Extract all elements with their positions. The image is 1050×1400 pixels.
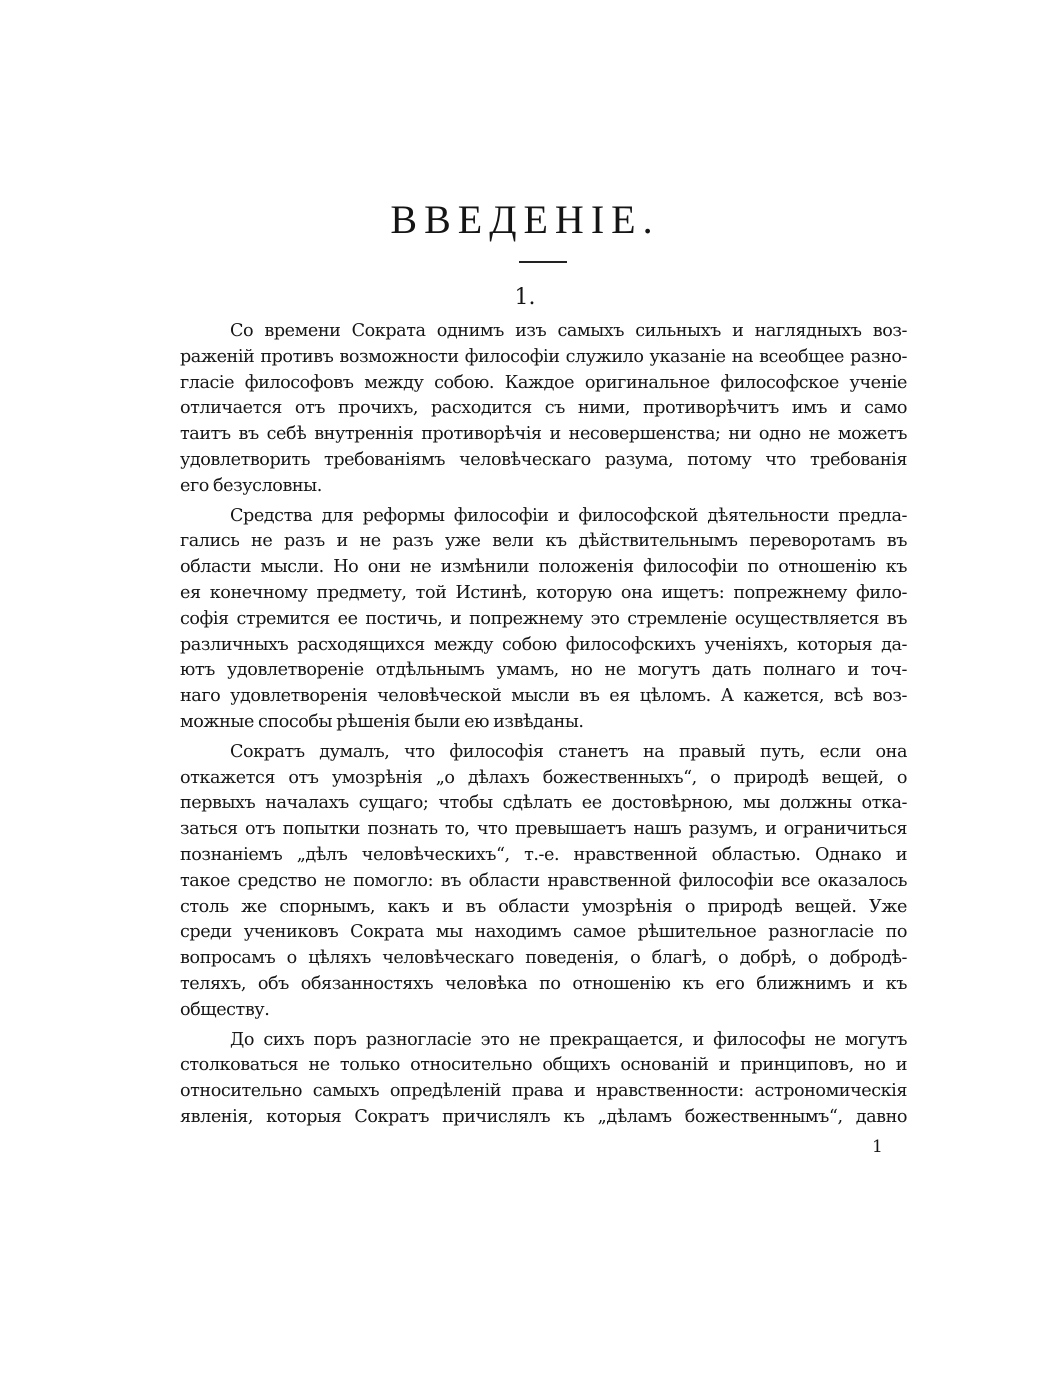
text-line: отличается отъ прочихъ, расходится съ ними, противорѣчитъ имъ и само: [180, 398, 907, 419]
text-line: гались не разъ и не разъ уже вели къ дѣйствительнымъ переворотамъ въ: [180, 531, 907, 552]
title-rule: [519, 261, 567, 263]
text-line: различныхъ расходящихся между собою философскихъ ученіяхъ, которыя да-: [180, 634, 907, 655]
text-line: столь же спорнымъ, какъ и въ области умозрѣнія о природѣ вещей. Уже: [180, 896, 907, 917]
text-line: первыхъ началахъ сущаго; чтобы сдѣлать ее достовѣрною, мы должны отка-: [180, 793, 907, 814]
text-line: вопросамъ о цѣляхъ человѣческаго поведенія, о благѣ, о добрѣ, о добродѣ-: [180, 948, 907, 969]
paragraph: [180, 740, 907, 1024]
signature-mark: 1: [872, 1137, 883, 1157]
text-line: относительно самыхъ опредѣленій права и нравственности: астрономическія: [180, 1081, 907, 1102]
text-line: ея конечному предмету, той Истинѣ, которую она ищетъ: попрежнему фило-: [180, 582, 907, 603]
paragraph: [180, 319, 907, 500]
text-line: таитъ въ себѣ внутреннія противорѣчія и несовершенства; ни одно не можетъ: [180, 424, 907, 445]
chapter-title: ВВЕДЕНІЕ.: [390, 197, 660, 242]
text-line: Средства для реформы философіи и философской дѣятельности предла-: [230, 505, 907, 526]
text-line: среди учениковъ Сократа мы находимъ самое рѣшительное разногласіе по: [180, 922, 907, 943]
text-line: Сократъ думалъ, что философія станетъ на правый путь, если она: [230, 741, 907, 762]
text-line: откажется отъ умозрѣнія „о дѣлахъ божественныхъ“, о природѣ вещей, о: [180, 767, 907, 788]
text-line: его безусловны.: [180, 475, 322, 496]
text-line: области мысли. Но они не измѣнили положенія философіи по отношенію къ: [180, 557, 907, 578]
text-line: До сихъ поръ разногласіе это не прекращается, и философы не могутъ: [230, 1029, 907, 1050]
text-line: можные способы рѣшенія были ею извѣданы.: [180, 711, 584, 732]
text-line: обществу.: [180, 999, 270, 1020]
text-line: удовлетворить требованіямъ человѣческаго разума, потому что требованія: [180, 449, 907, 470]
section-number: 1.: [514, 285, 536, 310]
text-line: раженій противъ возможности философіи служило указаніе на всеобщее разно-: [180, 346, 907, 367]
text-line: теляхъ, объ обязанностяхъ человѣка по отношенію къ его ближнимъ и къ: [180, 973, 907, 994]
text-line: столковаться не только относительно общихъ основаній и принциповъ, но и: [180, 1055, 907, 1076]
text-line: познаніемъ „дѣлъ человѣческихъ“, т.-е. нравственной областью. Однако и: [180, 844, 907, 865]
text-line: явленія, которыя Сократъ причислялъ къ „дѣламъ божественнымъ“, давно: [180, 1106, 907, 1127]
paragraph: [180, 1028, 907, 1131]
text-line: гласіе философовъ между собою. Каждое оригинальное философское ученіе: [180, 372, 907, 393]
body-text: [180, 319, 907, 1135]
text-line: софія стремится ее постичь, и попрежнему это стремленіе осуществляется въ: [180, 608, 907, 629]
text-line: наго удовлетворенія человѣческой мысли въ ея цѣломъ. А кажется, всѣ воз-: [180, 686, 907, 707]
text-line: такое средство не помогло: въ области нравственной философіи все оказалось: [180, 870, 907, 891]
text-line: заться отъ попытки познать то, что превышаетъ нашъ разумъ, и ограничиться: [180, 819, 907, 840]
paragraph: [180, 504, 907, 736]
text-line: ютъ удовлетвореніе отдѣльнымъ умамъ, но не могутъ дать полнаго и точ-: [180, 660, 907, 681]
text-line: Со времени Сократа однимъ изъ самыхъ сильныхъ и наглядныхъ воз-: [230, 321, 907, 341]
